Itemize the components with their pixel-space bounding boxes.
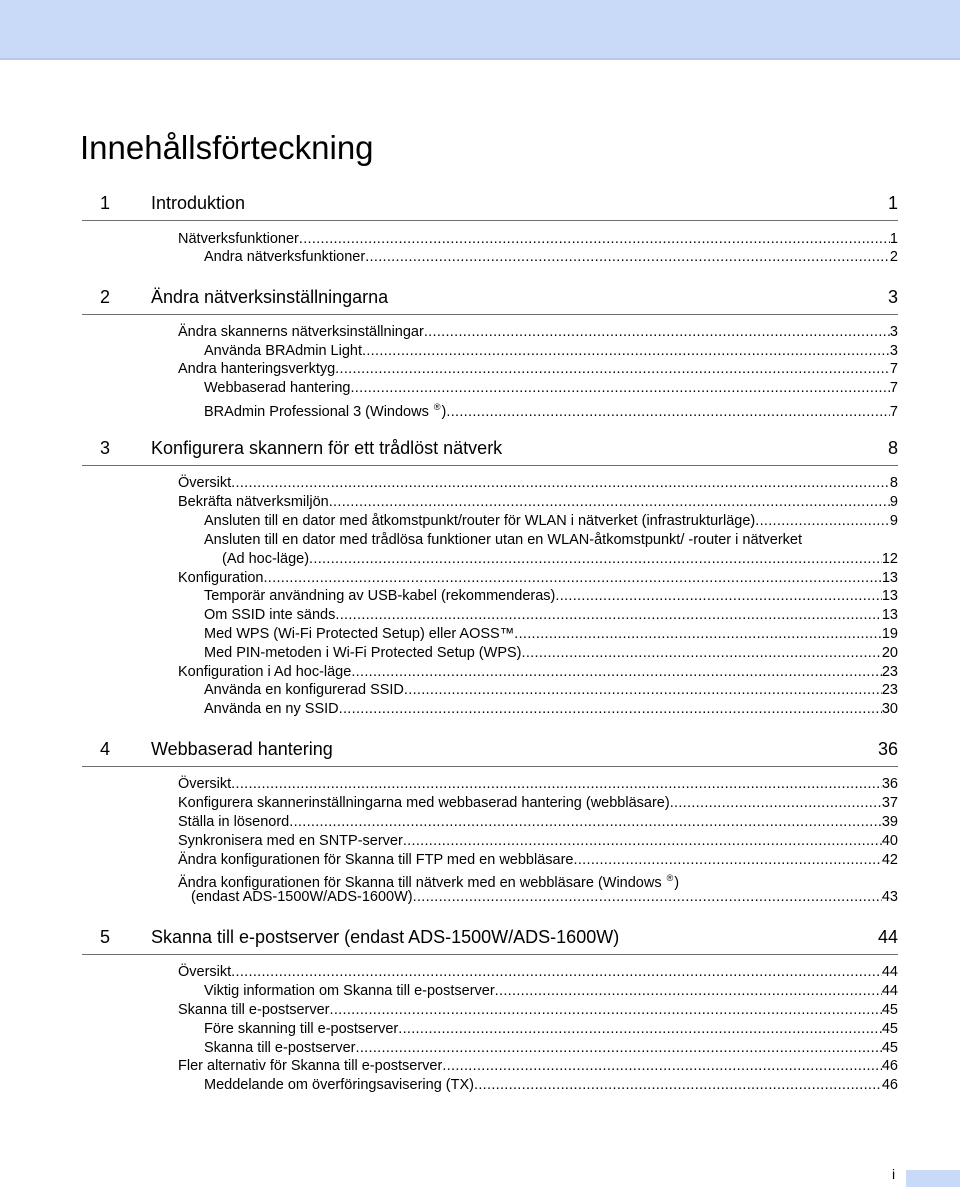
toc-entry-title: Ändra konfigurationen för Skanna till FTP med en webbläsare — [178, 852, 574, 868]
toc-entry-title: Använda en konfigurerad SSID — [204, 682, 404, 698]
registered-mark: ® — [433, 402, 441, 412]
toc-entry-title: Andra nätverksfunktioner — [204, 249, 366, 265]
dot-leader — [424, 323, 890, 341]
dot-leader — [555, 587, 881, 605]
chapter-page: 8 — [887, 438, 898, 458]
toc-entry[interactable] — [178, 663, 898, 681]
dot-leader — [413, 888, 882, 906]
page-title: Innehållsförteckning — [80, 129, 374, 166]
toc-entry[interactable] — [204, 1020, 898, 1038]
toc-entry[interactable] — [178, 1057, 898, 1075]
dot-leader — [446, 403, 890, 421]
chapter-title: Webbaserad hantering — [151, 739, 333, 759]
dot-leader — [351, 663, 882, 681]
toc-entry-title: Nätverksfunktioner — [178, 231, 299, 247]
toc-entry-page: 3 — [889, 343, 898, 359]
toc-entry[interactable] — [178, 493, 898, 511]
dot-leader — [755, 512, 890, 530]
toc-entry[interactable] — [178, 323, 898, 341]
toc-entry-page: 19 — [881, 626, 898, 642]
toc-entry-title: Översikt — [178, 964, 232, 980]
toc-entry[interactable] — [204, 700, 898, 718]
toc-entry[interactable] — [204, 1076, 898, 1094]
toc-entry[interactable] — [204, 681, 898, 699]
toc-entry[interactable] — [204, 587, 898, 605]
toc-entry-title-end: ) — [674, 875, 680, 891]
toc-entry-page: 8 — [889, 475, 898, 491]
header-divider — [0, 58, 960, 60]
footer-page-number: i — [892, 1166, 896, 1182]
toc-entry-page: 9 — [889, 513, 898, 529]
chapter-page: 3 — [887, 287, 898, 307]
chapter-page: 36 — [877, 739, 898, 759]
chapter-number: 3 — [100, 438, 111, 458]
toc-entry[interactable] — [204, 1039, 898, 1057]
chapter-number: 1 — [100, 193, 111, 213]
dot-leader — [289, 813, 882, 831]
toc-entry-page: 7 — [889, 380, 898, 396]
toc-entry[interactable] — [178, 794, 898, 812]
chapter-title: Ändra nätverksinställningarna — [151, 287, 389, 307]
toc-entry[interactable] — [178, 1001, 898, 1019]
toc-entry[interactable] — [204, 398, 898, 420]
toc-entry-title[interactable]: Ansluten till en dator med trådlösa funktioner utan en WLAN-åtkomstpunkt/ -router i nätverket — [204, 532, 803, 548]
dot-leader — [339, 700, 882, 718]
toc-entry[interactable] — [204, 248, 898, 266]
dot-leader — [329, 493, 890, 511]
toc-entry[interactable] — [178, 851, 898, 869]
toc-entry[interactable] — [178, 360, 898, 378]
toc-entry-title: Konfiguration i Ad hoc-läge — [178, 664, 352, 680]
toc-entry-title: Före skanning till e-postserver — [204, 1021, 399, 1037]
toc-entry-page: 3 — [889, 324, 898, 340]
toc-entry-title: Fler alternativ för Skanna till e-postserver — [178, 1058, 443, 1074]
dot-leader — [350, 379, 889, 397]
toc-entry-page: 45 — [881, 1040, 898, 1056]
toc-entry-title: Temporär användning av USB-kabel (rekommenderas) — [204, 588, 556, 604]
toc-entry-title: Konfigurera skannerinställningarna med webbaserad hantering (webbläsare) — [178, 795, 670, 811]
toc-entry-page: 40 — [881, 833, 898, 849]
dot-leader — [670, 794, 882, 812]
chapter-1-heading[interactable] — [82, 192, 898, 221]
footer-tab — [906, 1170, 960, 1187]
toc-entry-title: Konfiguration — [178, 570, 264, 586]
chapter-page: 1 — [887, 193, 898, 213]
dot-leader — [335, 606, 882, 624]
dot-leader — [309, 550, 882, 568]
toc-entry-page: 7 — [889, 404, 898, 420]
toc-entry-page: 39 — [881, 814, 898, 830]
toc-entry-page: 44 — [881, 964, 898, 980]
chapter-number: 4 — [100, 739, 111, 759]
toc-entry-title: Översikt — [178, 776, 232, 792]
toc-entry[interactable] — [191, 888, 898, 906]
toc-entry-page: 30 — [881, 701, 898, 717]
dot-leader — [514, 625, 882, 643]
toc-entry-title-continued: (Ad hoc-läge) — [222, 551, 310, 567]
toc-entry[interactable] — [178, 775, 898, 793]
toc-entry[interactable] — [178, 569, 898, 587]
toc-entry-title-continued: (endast ADS-1500W/ADS-1600W) — [191, 889, 413, 905]
dot-leader — [474, 1076, 882, 1094]
toc-entry-page: 46 — [881, 1077, 898, 1093]
chapter-4-heading[interactable] — [82, 738, 898, 767]
toc-entry-page: 23 — [881, 664, 898, 680]
toc-entry-title: Webbaserad hantering — [204, 380, 351, 396]
toc-entry-page: 13 — [881, 588, 898, 604]
toc-entry-page: 2 — [889, 249, 898, 265]
toc-entry-page: 13 — [881, 607, 898, 623]
toc-entry-title: Med PIN-metoden i Wi-Fi Protected Setup (WPS) — [204, 645, 522, 661]
toc-entry-page: 46 — [881, 1058, 898, 1074]
header-band — [0, 0, 960, 58]
toc-entry-page: 20 — [881, 645, 898, 661]
toc-entry[interactable] — [178, 813, 898, 831]
dot-leader — [299, 230, 890, 248]
toc-entry-title: Ansluten till en dator med åtkomstpunkt/router för WLAN i nätverket (infrastrukturläge) — [204, 513, 756, 529]
toc-entry[interactable] — [178, 963, 898, 981]
toc-entry-page: 9 — [889, 494, 898, 510]
chapter-2-heading[interactable] — [82, 286, 898, 315]
toc-entry-title: Ändra skannerns nätverksinställningar — [178, 324, 424, 340]
toc-entry-title: Viktig information om Skanna till e-postserver — [204, 983, 495, 999]
toc-entry-page: 42 — [881, 852, 898, 868]
toc-entry[interactable] — [204, 644, 898, 662]
dot-leader — [356, 1039, 882, 1057]
chapter-title: Konfigurera skannern för ett trådlöst nätverk — [151, 438, 503, 458]
chapter-title: Introduktion — [151, 193, 246, 213]
toc-entry[interactable] — [204, 606, 898, 624]
toc-entry-title: Skanna till e-postserver — [178, 1002, 330, 1018]
toc-entry-title: Meddelande om överföringsavisering (TX) — [204, 1077, 474, 1093]
dot-leader — [263, 569, 881, 587]
toc-entry-title: Med WPS (Wi-Fi Protected Setup) eller AOSS™ — [204, 626, 515, 642]
dot-leader — [231, 474, 890, 492]
toc-entry-page: 45 — [881, 1002, 898, 1018]
dot-leader — [398, 1020, 882, 1038]
toc-entry-title — [204, 398, 446, 421]
registered-mark: ® — [666, 873, 674, 883]
toc-entry-page: 37 — [881, 795, 898, 811]
dot-leader — [335, 360, 890, 378]
toc-entry-page: 36 — [881, 776, 898, 792]
dot-leader — [365, 248, 890, 266]
toc-entry-title: Översikt — [178, 475, 232, 491]
toc-entry-title-text: BRAdmin Professional 3 (Windows — [204, 404, 429, 420]
dot-leader — [362, 342, 890, 360]
toc-entry-page: 44 — [881, 983, 898, 999]
toc-entry-title: Bekräfta nätverksmiljön — [178, 494, 329, 510]
toc-entry-page: 45 — [881, 1021, 898, 1037]
dot-leader — [495, 982, 882, 1000]
toc-entry-title: Skanna till e-postserver — [204, 1040, 356, 1056]
toc-entry-title-text: Ändra konfigurationen för Skanna till nätverk med en webbläsare (Windows — [178, 875, 662, 891]
toc-entry-title: Synkronisera med en SNTP-server — [178, 833, 403, 849]
chapter-3-heading[interactable] — [82, 437, 898, 466]
toc-entry[interactable] — [204, 342, 898, 360]
toc-entry-page: 43 — [881, 889, 898, 905]
dot-leader — [574, 851, 882, 869]
toc-entry-title: Ställa in lösenord — [178, 814, 290, 830]
chapter-5-heading[interactable] — [82, 926, 898, 955]
chapter-page: 44 — [877, 927, 898, 947]
toc-entry-title: Andra hanteringsverktyg — [178, 361, 336, 377]
toc-entry[interactable] — [222, 550, 898, 568]
toc-entry[interactable] — [204, 512, 898, 530]
dot-leader — [404, 681, 882, 699]
chapter-title: Skanna till e-postserver (endast ADS-1500W/ADS-1600W) — [151, 927, 620, 947]
toc-entry-title: Om SSID inte sänds — [204, 607, 336, 623]
toc-entry[interactable] — [204, 379, 898, 397]
toc-entry-title: Använda BRAdmin Light — [204, 343, 362, 359]
toc-entry[interactable] — [204, 625, 898, 643]
toc-entry-title: Använda en ny SSID — [204, 701, 339, 717]
toc-entry-page: 23 — [881, 682, 898, 698]
toc-entry-page: 12 — [881, 551, 898, 567]
toc-entry[interactable] — [178, 474, 898, 492]
dot-leader — [330, 1001, 882, 1019]
toc-entry-page: 7 — [889, 361, 898, 377]
dot-leader — [403, 832, 882, 850]
toc-entry-page: 13 — [881, 570, 898, 586]
toc-entry[interactable] — [178, 230, 898, 248]
toc-entry-title-end: ) — [441, 404, 447, 420]
chapter-number: 2 — [100, 287, 111, 307]
toc-entry[interactable] — [204, 982, 898, 1000]
toc-entry[interactable] — [178, 832, 898, 850]
dot-leader — [522, 644, 882, 662]
dot-leader — [231, 775, 882, 793]
dot-leader — [231, 963, 882, 981]
toc-entry-page: 1 — [889, 231, 898, 247]
chapter-number: 5 — [100, 927, 111, 947]
dot-leader — [442, 1057, 882, 1075]
